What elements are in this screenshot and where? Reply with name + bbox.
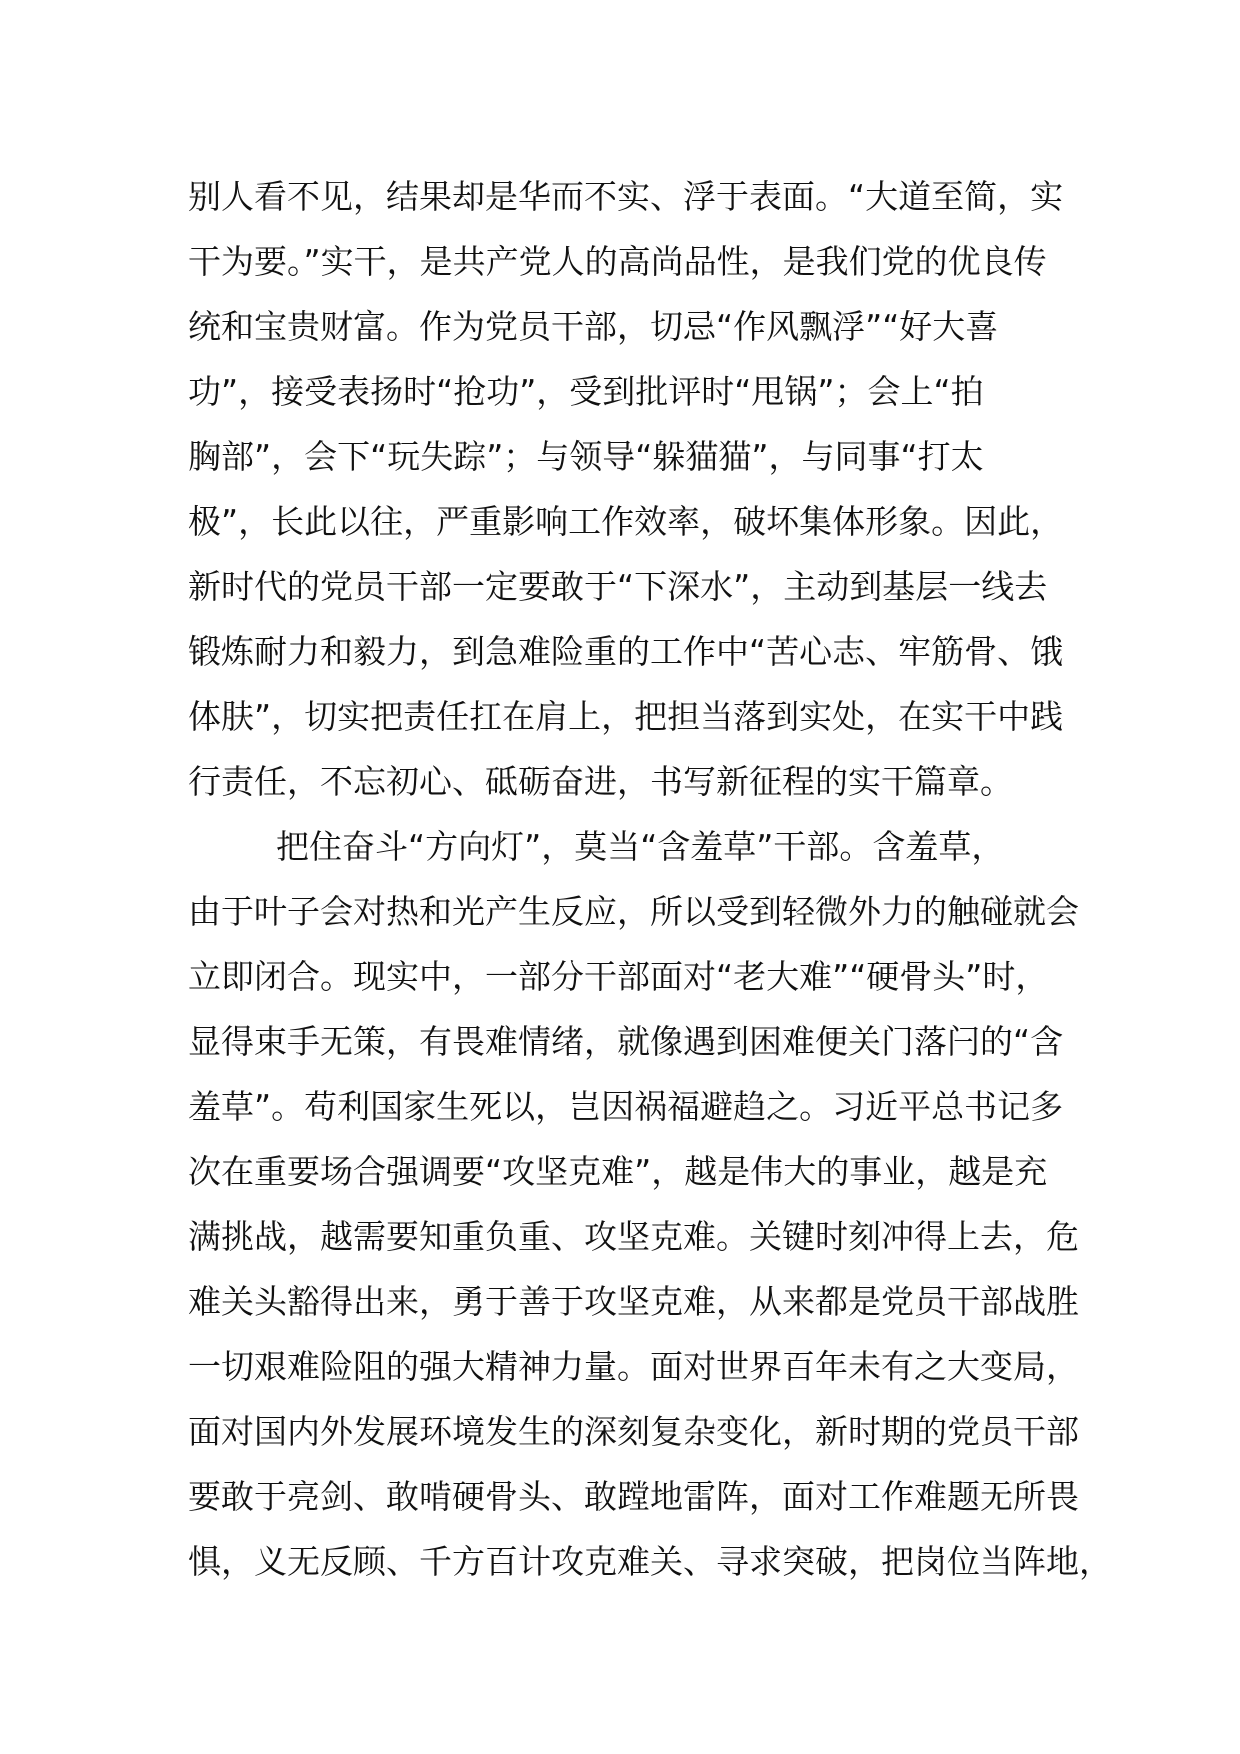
paragraph-start-line: 把住奋斗“方向灯”，莫当“含羞草”干部。含羞草， <box>276 827 1005 866</box>
text-line: 显得束手无策，有畏难情绪，就像遇到困难便关门落闩的“含 <box>188 1022 1064 1061</box>
text-line: 面对国内外发展环境发生的深刻复杂变化，新时期的党员干部 <box>188 1412 1079 1451</box>
text-line: 功”，接受表扬时“抢功”，受到批评时“甩锅”；会上“拍 <box>188 372 984 411</box>
text-line: 统和宝贵财富。作为党员干部，切忌“作风飘浮”“好大喜 <box>188 307 999 346</box>
text-line: 新时代的党员干部一定要敢于“下深水”，主动到基层一线去 <box>188 567 1048 606</box>
text-line: 要敢于亮剑、敢啃硬骨头、敢蹚地雷阵，面对工作难题无所畏 <box>188 1477 1079 1516</box>
text-line: 满挑战，越需要知重负重、攻坚克难。关键时刻冲得上去，危 <box>188 1217 1079 1256</box>
text-line: 极”，长此以往，严重影响工作效率，破坏集体形象。因此， <box>188 502 1064 541</box>
text-line: 体肤”，切实把责任扛在肩上，把担当落到实处，在实干中践 <box>188 697 1064 736</box>
text-line: 胸部”，会下“玩失踪”；与领导“躲猫猫”，与同事“打太 <box>188 437 984 476</box>
text-line: 立即闭合。现实中，一部分干部面对“老大难”“硬骨头”时， <box>188 957 1049 996</box>
text-line: 一切艰难险阻的强大精神力量。面对世界百年未有之大变局， <box>188 1347 1079 1386</box>
text-line: 惧，义无反顾、千方百计攻克难关、寻求突破，把岗位当阵地， <box>188 1542 1112 1581</box>
text-line: 次在重要场合强调要“攻坚克难”，越是伟大的事业，越是充 <box>188 1152 1048 1191</box>
text-line: 行责任，不忘初心、砥砺奋进，书写新征程的实干篇章。 <box>188 762 1013 801</box>
text-line: 难关头豁得出来，勇于善于攻坚克难，从来都是党员干部战胜 <box>188 1282 1079 1321</box>
text-line: 别人看不见，结果却是华而不实、浮于表面。“大道至简，实 <box>188 177 1064 216</box>
text-line: 由于叶子会对热和光产生反应，所以受到轻微外力的触碰就会 <box>188 892 1079 931</box>
text-line: 锻炼耐力和毅力，到急难险重的工作中“苦心志、牢筋骨、饿 <box>188 632 1064 671</box>
text-line: 干为要。”实干，是共产党人的高尚品性，是我们党的优良传 <box>188 242 1047 281</box>
text-line: 羞草”。苟利国家生死以，岂因祸福避趋之。习近平总书记多 <box>188 1087 1064 1126</box>
body-text <box>188 164 1112 1594</box>
